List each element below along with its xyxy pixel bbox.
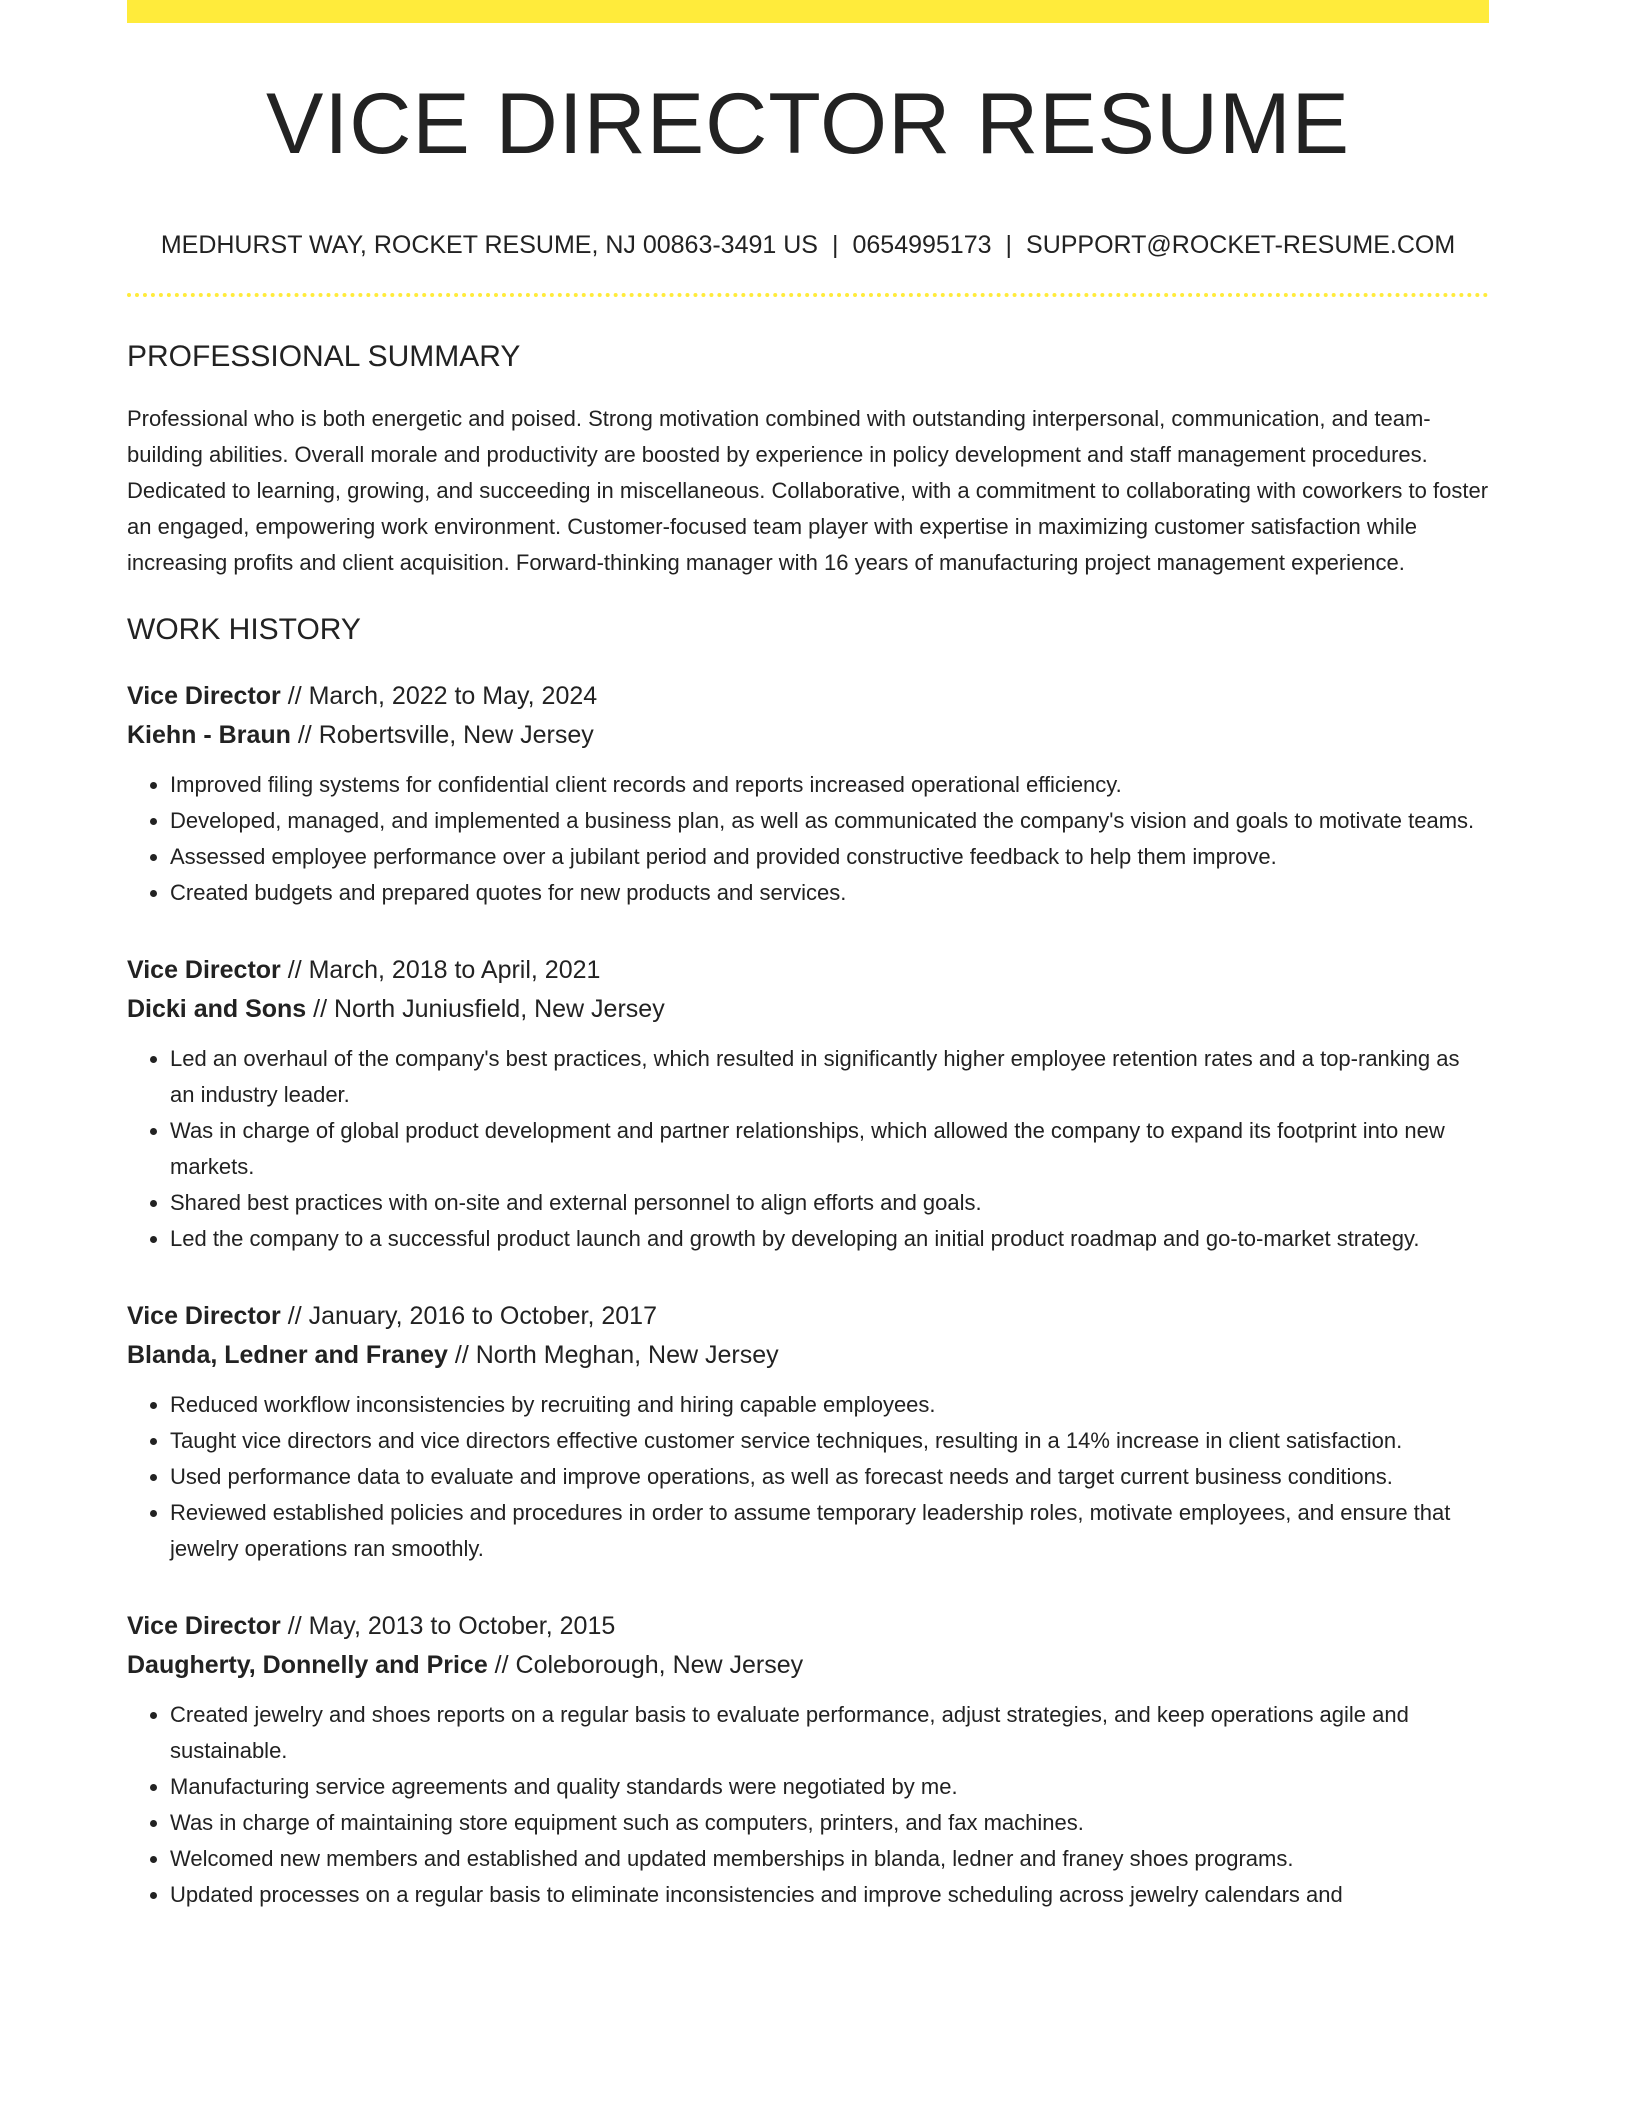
section-heading-work-history: WORK HISTORY: [127, 613, 361, 646]
job-location: // Robertsville, New Jersey: [290, 721, 594, 749]
bullet-item: • Created jewelry and shoes reports on a regular basis to evaluate performance, adjust strategies, and keep operations agile and sustainable.: [170, 1697, 1489, 1769]
bullet-item: • Improved filing systems for confidential client records and reports increased operational efficiency.: [170, 767, 1489, 803]
job-title: Vice Director: [127, 1302, 281, 1330]
bullet-item: • Led the company to a successful product launch and growth by developing an initial product roadmap and go-to-market strategy.: [170, 1221, 1489, 1257]
page-title: VICE DIRECTOR RESUME: [266, 76, 1350, 172]
header-accent-bar: [127, 0, 1489, 23]
job-location: // North Juniusfield, New Jersey: [306, 995, 665, 1023]
job-company: Dicki and Sons: [127, 995, 307, 1023]
bullet-item: • Shared best practices with on-site and external personnel to align efforts and goals.: [170, 1185, 1489, 1221]
contact-email: SUPPORT@ROCKET-RESUME.COM: [1026, 231, 1456, 259]
professional-summary-section: [127, 342, 1489, 581]
job-company: Kiehn - Braun: [127, 721, 291, 749]
job-company: Daugherty, Donnelly and Price: [127, 1651, 488, 1679]
job-entry: [127, 951, 1489, 1257]
bullet-item: • Developed, managed, and implemented a business plan, as well as communicated the company's vision and goals to motivate teams.: [170, 803, 1489, 839]
job-title: Vice Director: [127, 956, 281, 984]
bullet-item: • Was in charge of maintaining store equipment such as computers, printers, and fax machines.: [170, 1805, 1489, 1841]
job-bullets: [127, 1697, 1489, 1913]
bullet-item: • Taught vice directors and vice directors effective customer service techniques, resulting in a 14% increase in client satisfaction.: [170, 1423, 1489, 1459]
job-location: // North Meghan, New Jersey: [447, 1341, 779, 1369]
job-bullets: [127, 1387, 1489, 1567]
job-title-line: [127, 677, 1489, 716]
contact-separator: |: [1005, 231, 1013, 259]
job-entry: [127, 677, 1489, 911]
summary-text: Professional who is both energetic and poised. Strong motivation combined with outstanding interpersonal, communication, and team-building abilities. Overall morale and productivity are boosted by experience in policy development and staff management procedures. Dedicated to learning, growing, and succeeding in miscellaneous. Collaborative, with a commitment to collaborating with coworkers to foster an engaged, empowering work environment. Customer-focused team player with expertise in maximizing customer satisfaction while increasing profits and client acquisition. Forward-thinking manager with 16 years of manufacturing project management experience.: [127, 406, 1489, 575]
job-title-line: [127, 951, 1489, 990]
job-title: Vice Director: [127, 682, 281, 710]
job-title-line: [127, 1297, 1489, 1336]
bullet-item: • Reviewed established policies and procedures in order to assume temporary leadership roles, motivate employees, and ensure that jewelry operations ran smoothly.: [170, 1495, 1489, 1567]
job-company: Blanda, Ledner and Franey: [127, 1341, 448, 1369]
job-bullets: [127, 1041, 1489, 1257]
job-company-line: [127, 716, 1489, 755]
bullet-item: • Assessed employee performance over a jubilant period and provided constructive feedback to help them improve.: [170, 839, 1489, 875]
job-entry: [127, 1297, 1489, 1567]
job-company-line: [127, 990, 1489, 1029]
section-heading-summary: PROFESSIONAL SUMMARY: [127, 340, 521, 373]
bullet-item: • Led an overhaul of the company's best practices, which resulted in significantly higher employee retention rates and a top-ranking as an industry leader.: [170, 1041, 1489, 1113]
job-company-line: [127, 1336, 1489, 1375]
contact-separator: |: [831, 231, 839, 259]
contact-phone: 0654995173: [852, 231, 992, 259]
bullet-item: • Manufacturing service agreements and quality standards were negotiated by me.: [170, 1769, 1489, 1805]
bullet-item: • Was in charge of global product development and partner relationships, which allowed the company to expand its footprint into new markets.: [170, 1113, 1489, 1185]
job-title: Vice Director: [127, 1612, 281, 1640]
job-dates: // January, 2016 to October, 2017: [280, 1302, 657, 1330]
contact-address: MEDHURST WAY, ROCKET RESUME, NJ 00863-3491 US: [160, 231, 818, 259]
job-company-line: [127, 1646, 1489, 1685]
resume-page: [127, 0, 1489, 1913]
job-dates: // May, 2013 to October, 2015: [280, 1612, 616, 1640]
job-bullets: [127, 767, 1489, 911]
bullet-item: • Created budgets and prepared quotes for new products and services.: [170, 875, 1489, 911]
bullet-item: • Used performance data to evaluate and improve operations, as well as forecast needs and target current business conditions.: [170, 1459, 1489, 1495]
job-dates: // March, 2022 to May, 2024: [280, 682, 598, 710]
bullet-item: • Updated processes on a regular basis to eliminate inconsistencies and improve scheduling across jewelry calendars and: [170, 1877, 1489, 1913]
bullet-item: • Welcomed new members and established and updated memberships in blanda, ledner and franey shoes programs.: [170, 1841, 1489, 1877]
job-location: // Coleborough, New Jersey: [487, 1651, 804, 1679]
bullet-item: • Reduced workflow inconsistencies by recruiting and hiring capable employees.: [170, 1387, 1489, 1423]
contact-line: [127, 233, 1489, 258]
work-history-section: [127, 615, 1489, 1913]
job-title-line: [127, 1607, 1489, 1646]
job-dates: // March, 2018 to April, 2021: [280, 956, 601, 984]
dotted-divider: [127, 293, 1489, 297]
job-entry: [127, 1607, 1489, 1913]
